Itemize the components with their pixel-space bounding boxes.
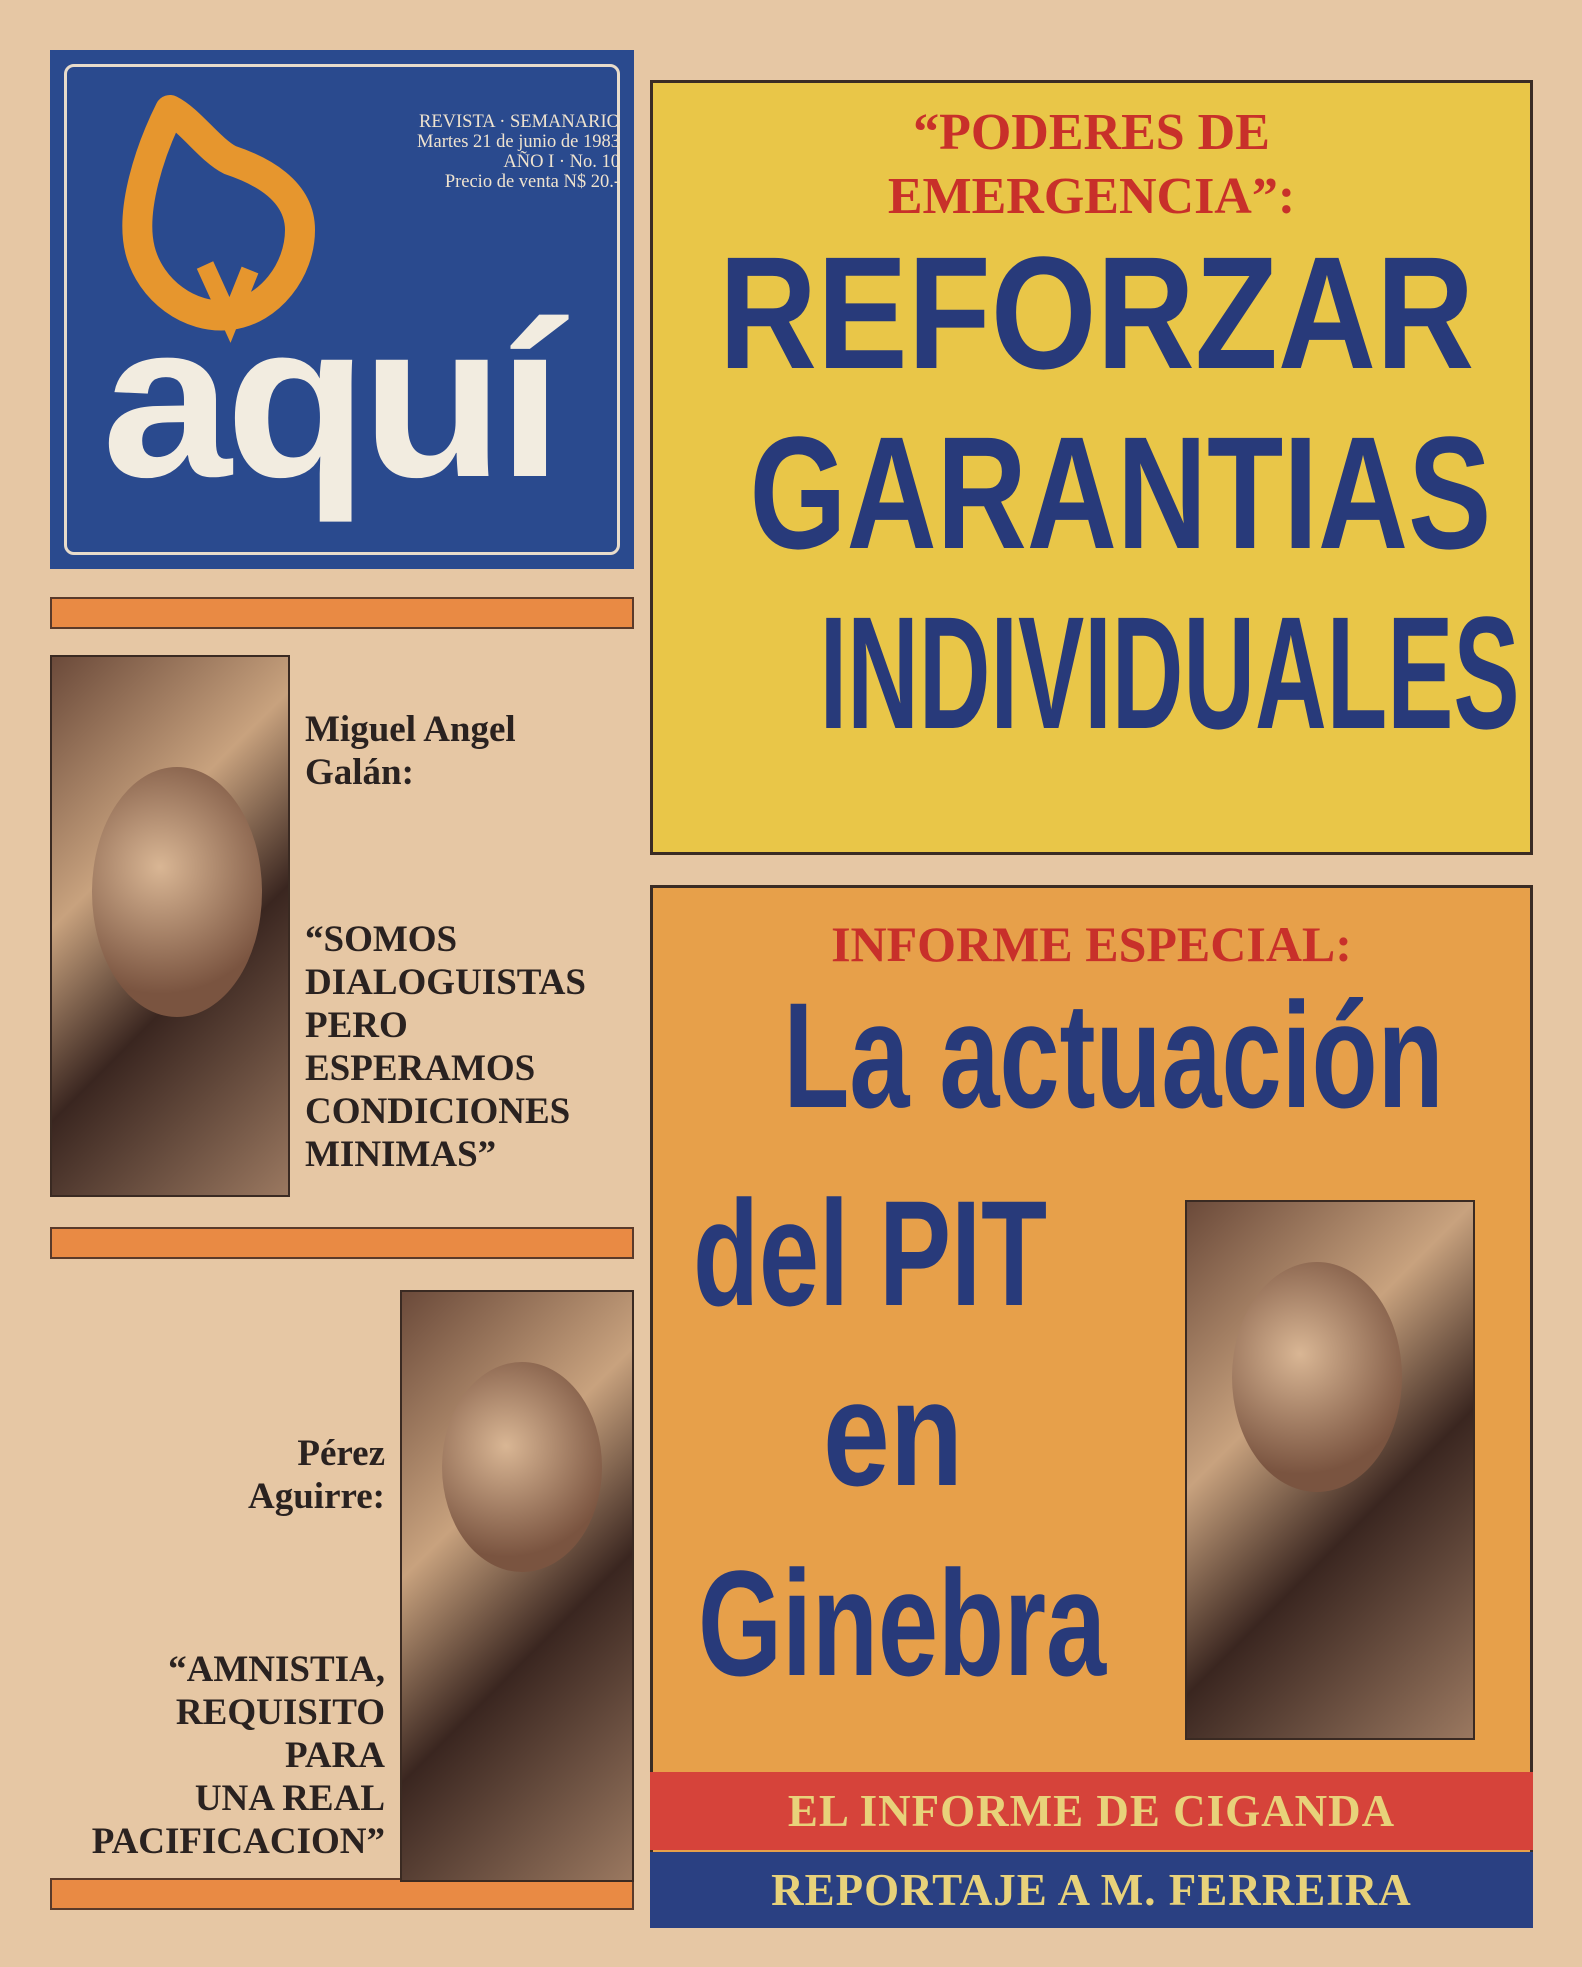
issue-line: Martes 21 de junio de 1983 (417, 132, 620, 152)
special-headline-line: Ginebra (698, 1539, 1107, 1707)
special-kicker: INFORME ESPECIAL: (831, 916, 1352, 972)
lead-headline-line: INDIVIDUALES (819, 583, 1520, 762)
issue-line: REVISTA · SEMANARIO (419, 112, 620, 132)
lead-kicker-line: EMERGENCIA”: (887, 168, 1296, 225)
banner-ferreira-text: REPORTAJE A M. FERREIRA (771, 1865, 1412, 1915)
special-headline-line: La actuación (783, 971, 1444, 1139)
side-story-1-name: Miguel Angel Galán: (305, 709, 516, 793)
lead-headline-line: REFORZAR (718, 223, 1475, 402)
special-headline-line: del PIT (693, 1169, 1048, 1337)
side-story-2-name: Pérez Aguirre: (248, 1433, 385, 1517)
special-report-box (650, 885, 1533, 1905)
lead-kicker-line: “PODERES DE (913, 104, 1270, 161)
lead-headline-line: GARANTIAS (749, 403, 1492, 582)
divider-bar (50, 1878, 634, 1910)
photo-pit-delegate (1185, 1200, 1475, 1740)
issue-line: AÑO I · No. 10 (503, 152, 620, 172)
side-story-2-quote: “AMNISTIA, REQUISITO PARA UNA REAL PACIFICACION” (91, 1649, 385, 1862)
banner-ciganda-text: EL INFORME DE CIGANDA (787, 1786, 1396, 1836)
photo-galan (50, 655, 290, 1197)
divider-bar (50, 1227, 634, 1259)
photo-perez-aguirre (400, 1290, 634, 1882)
lead-story-box (650, 80, 1533, 855)
side-story-1-quote: “SOMOS DIALOGUISTAS PERO ESPERAMOS CONDICIONES MINIMAS” (305, 919, 587, 1175)
issue-line: Precio de venta N$ 20.- (444, 172, 620, 192)
banner-ferreira (650, 1852, 1533, 1928)
logo-wordmark: aquí (102, 277, 556, 523)
masthead (50, 50, 634, 569)
issue-info (320, 112, 620, 192)
divider-bar (50, 597, 634, 629)
special-headline-line: en (823, 1349, 964, 1517)
banner-ciganda (650, 1772, 1533, 1850)
